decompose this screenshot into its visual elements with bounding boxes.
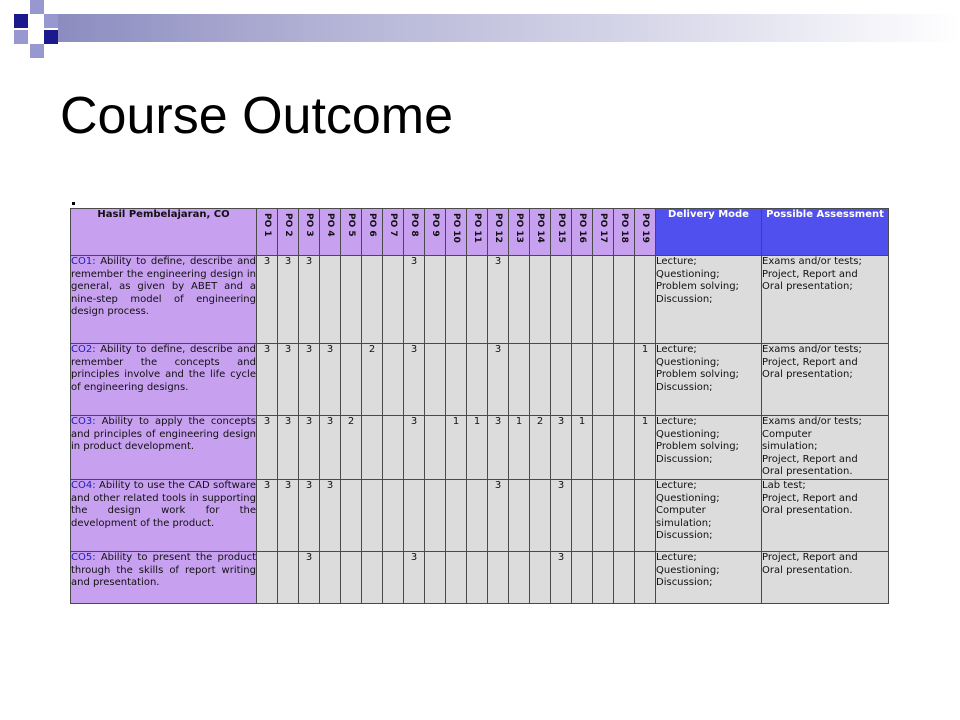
table-header-row [71,209,889,256]
po-value-cell: 1 [467,416,488,480]
po-value-cell [614,344,635,416]
po-value-cell [362,551,383,603]
po-value-cell: 3 [299,256,320,344]
po-value-cell: 3 [551,479,572,551]
po-header [467,209,488,256]
delivery-mode-item: Questioning; [656,268,720,280]
table-row [71,551,889,603]
assessment-item: Project, Report and [762,268,858,280]
assessment-item: Oral presentation; [762,281,853,293]
po-value-cell [572,479,593,551]
po-value-cell: 2 [362,344,383,416]
delivery-mode-item: Problem solving; [656,441,739,453]
po-value-cell [467,551,488,603]
po-header-label: PO 10 [451,213,461,243]
po-value-cell: 3 [320,479,341,551]
assessment-item: simulation; [762,441,818,453]
po-value-cell [635,256,656,344]
course-outcome-cell [71,551,257,603]
delivery-mode-item: Lecture; [656,344,697,355]
table-row [71,479,889,551]
po-value-cell [614,256,635,344]
po-header-label: PO 14 [535,213,545,243]
po-value-cell [530,551,551,603]
po-value-cell: 3 [404,256,425,344]
delivery-mode-item: Questioning; [656,564,720,576]
po-value-cell [362,256,383,344]
table-row [71,416,889,480]
assessment-item: Computer [762,428,812,440]
po-value-cell [425,344,446,416]
po-value-cell [593,344,614,416]
po-value-cell [635,479,656,551]
table-row [71,344,889,416]
po-header-label: PO 12 [493,213,503,243]
po-value-cell [593,416,614,480]
po-value-cell [572,551,593,603]
po-value-cell [383,344,404,416]
po-header-label: PO 7 [388,213,398,237]
delivery-mode-item: Problem solving; [656,369,739,381]
po-value-cell [341,479,362,551]
po-header-label: PO 8 [409,213,419,237]
po-value-cell: 1 [635,344,656,416]
po-header [320,209,341,256]
po-value-cell [362,479,383,551]
po-value-cell [404,479,425,551]
po-value-cell [446,479,467,551]
po-value-cell [593,479,614,551]
bullet-dot [72,202,75,205]
po-value-cell [530,479,551,551]
po-header-label: PO 3 [304,213,314,237]
po-value-cell [509,256,530,344]
decor-square-light [30,0,44,14]
po-header-label: PO 19 [640,213,650,243]
po-header [530,209,551,256]
co-code: CO1: [71,256,96,267]
po-value-cell: 3 [488,479,509,551]
po-value-cell [509,479,530,551]
course-outcome-cell [71,416,257,480]
delivery-mode-item: Lecture; [656,256,697,267]
slide-title: Course Outcome [60,87,454,145]
po-value-cell: 3 [278,344,299,416]
po-header [278,209,299,256]
po-header-label: PO 9 [430,213,440,237]
delivery-mode-item: Problem solving; [656,281,739,293]
po-value-cell [509,344,530,416]
po-value-cell [530,256,551,344]
assessment-item: Exams and/or tests; [762,416,862,427]
po-header-label: PO 1 [262,213,272,237]
po-value-cell [551,256,572,344]
po-value-cell: 3 [320,344,341,416]
po-header [614,209,635,256]
po-value-cell [446,344,467,416]
po-header [551,209,572,256]
po-value-cell [614,479,635,551]
delivery-mode-item: Computer [656,505,706,517]
assessment-cell [762,479,889,551]
po-value-cell [341,344,362,416]
co-header: Hasil Pembelajaran, CO [71,209,257,256]
po-value-cell: 3 [488,344,509,416]
assessment-item: Oral presentation. [762,564,853,576]
assessment-item: Exams and/or tests; [762,256,862,267]
po-value-cell: 3 [257,256,278,344]
po-header-label: PO 11 [472,213,482,243]
po-value-cell [467,256,488,344]
po-value-cell: 3 [551,416,572,480]
po-header [572,209,593,256]
po-value-cell: 3 [551,551,572,603]
course-outcome-cell [71,344,257,416]
po-value-cell [530,344,551,416]
po-value-cell [425,416,446,480]
po-header [509,209,530,256]
assessment-item: Oral presentation. [762,505,853,517]
delivery-mode-item: Questioning; [656,492,720,504]
po-value-cell [425,551,446,603]
po-value-cell: 3 [257,416,278,480]
po-value-cell: 3 [257,479,278,551]
co-description: Ability to apply the concepts and principles of engineering design in product development. [71,416,256,453]
po-value-cell [488,551,509,603]
delivery-mode-item: Questioning; [656,428,720,440]
delivery-mode-item: Lecture; [656,479,697,491]
delivery-mode-item: Questioning; [656,356,720,368]
po-value-cell [383,416,404,480]
po-header [404,209,425,256]
po-header-label: PO 15 [556,213,566,243]
assessment-cell [762,344,889,416]
po-value-cell [362,416,383,480]
po-value-cell [425,479,446,551]
po-header-label: PO 13 [514,213,524,243]
po-value-cell [551,344,572,416]
assessment-item: Exams and/or tests; [762,344,862,355]
po-value-cell [593,256,614,344]
po-value-cell [614,551,635,603]
possible-assessment-header: Possible Assessment [762,209,889,256]
po-header [383,209,404,256]
po-value-cell [341,551,362,603]
delivery-mode-item: Lecture; [656,551,697,563]
po-value-cell [593,551,614,603]
po-value-cell [467,344,488,416]
po-value-cell [446,551,467,603]
po-header-label: PO 17 [598,213,608,243]
po-header-label: PO 5 [346,213,356,237]
po-value-cell [341,256,362,344]
po-header-label: PO 6 [367,213,377,237]
po-value-cell [320,551,341,603]
po-value-cell [320,256,341,344]
po-header [446,209,467,256]
decor-square-dark [14,14,28,28]
delivery-mode-item: Discussion; [656,381,713,393]
po-value-cell [467,479,488,551]
po-header-label: PO 4 [325,213,335,237]
po-header-label: PO 18 [619,213,629,243]
title-gradient-bar [58,14,960,42]
co-code: CO5: [71,551,96,563]
po-header [488,209,509,256]
po-value-cell [383,551,404,603]
po-value-cell: 3 [404,344,425,416]
po-value-cell: 3 [488,416,509,480]
co-description: Ability to define, describe and remember the concepts and principles involve and the life cycle of engineering designs. [71,344,256,393]
delivery-mode-cell [656,479,762,551]
decor-square-light [44,14,58,28]
course-outcome-cell [71,256,257,344]
table-row [71,256,889,344]
po-value-cell [572,344,593,416]
table-body [71,256,889,604]
course-outcome-table [70,208,889,604]
po-value-cell [614,416,635,480]
co-code: CO4: [71,479,96,491]
po-value-cell [509,551,530,603]
po-value-cell: 2 [530,416,551,480]
delivery-mode-item: Discussion; [656,293,713,305]
delivery-mode-item: Discussion; [656,577,713,589]
co-description: Ability to define, describe and remember the engineering design in general, as given by ABET and a nine-step model of engineering design process. [71,256,256,318]
po-value-cell: 3 [299,344,320,416]
po-header [635,209,656,256]
delivery-mode-header: Delivery Mode [656,209,762,256]
po-header [593,209,614,256]
delivery-mode-cell [656,344,762,416]
po-value-cell [446,256,467,344]
course-outcome-cell [71,479,257,551]
assessment-cell [762,551,889,603]
assessment-item: Project, Report and [762,492,858,504]
po-header-label: PO 2 [283,213,293,237]
decor-square-light [14,30,28,44]
po-value-cell: 3 [404,416,425,480]
po-value-cell: 1 [509,416,530,480]
po-value-cell [425,256,446,344]
po-value-cell [572,256,593,344]
po-header [425,209,446,256]
delivery-mode-cell [656,551,762,603]
po-value-cell: 3 [299,479,320,551]
po-value-cell [635,551,656,603]
assessment-item: Oral presentation. [762,466,853,478]
delivery-mode-item: simulation; [656,517,712,529]
po-value-cell: 3 [278,479,299,551]
po-value-cell: 1 [572,416,593,480]
po-value-cell: 3 [404,551,425,603]
delivery-mode-item: Discussion; [656,530,713,542]
po-value-cell: 3 [278,416,299,480]
assessment-cell [762,256,889,344]
delivery-mode-cell [656,416,762,480]
decor-square-dark [44,30,58,44]
po-value-cell [278,551,299,603]
assessment-item: Lab test; [762,479,806,491]
po-value-cell [257,551,278,603]
co-code: CO3: [71,416,96,427]
po-header [341,209,362,256]
delivery-mode-cell [656,256,762,344]
po-value-cell [383,479,404,551]
assessment-item: Project, Report and [762,453,858,465]
po-value-cell: 3 [278,256,299,344]
co-code: CO2: [71,344,96,355]
assessment-item: Oral presentation; [762,369,853,381]
po-header [362,209,383,256]
po-value-cell: 2 [341,416,362,480]
po-value-cell: 3 [488,256,509,344]
co-description: Ability to use the CAD software and other related tools in supporting the design work for the development of the product. [71,479,256,529]
po-header [299,209,320,256]
po-header-label: PO 16 [577,213,587,243]
assessment-cell [762,416,889,480]
po-header [257,209,278,256]
assessment-item: Project, Report and [762,356,858,368]
po-value-cell: 3 [299,551,320,603]
assessment-item: Project, Report and [762,551,858,563]
delivery-mode-item: Lecture; [656,416,697,427]
po-value-cell: 1 [635,416,656,480]
po-value-cell: 3 [257,344,278,416]
po-value-cell [383,256,404,344]
po-value-cell: 3 [299,416,320,480]
po-value-cell: 3 [320,416,341,480]
po-value-cell: 1 [446,416,467,480]
decor-square-light [30,44,44,58]
co-description: Ability to present the product through the skills of report writing and presentation. [71,551,256,589]
delivery-mode-item: Discussion; [656,453,713,465]
